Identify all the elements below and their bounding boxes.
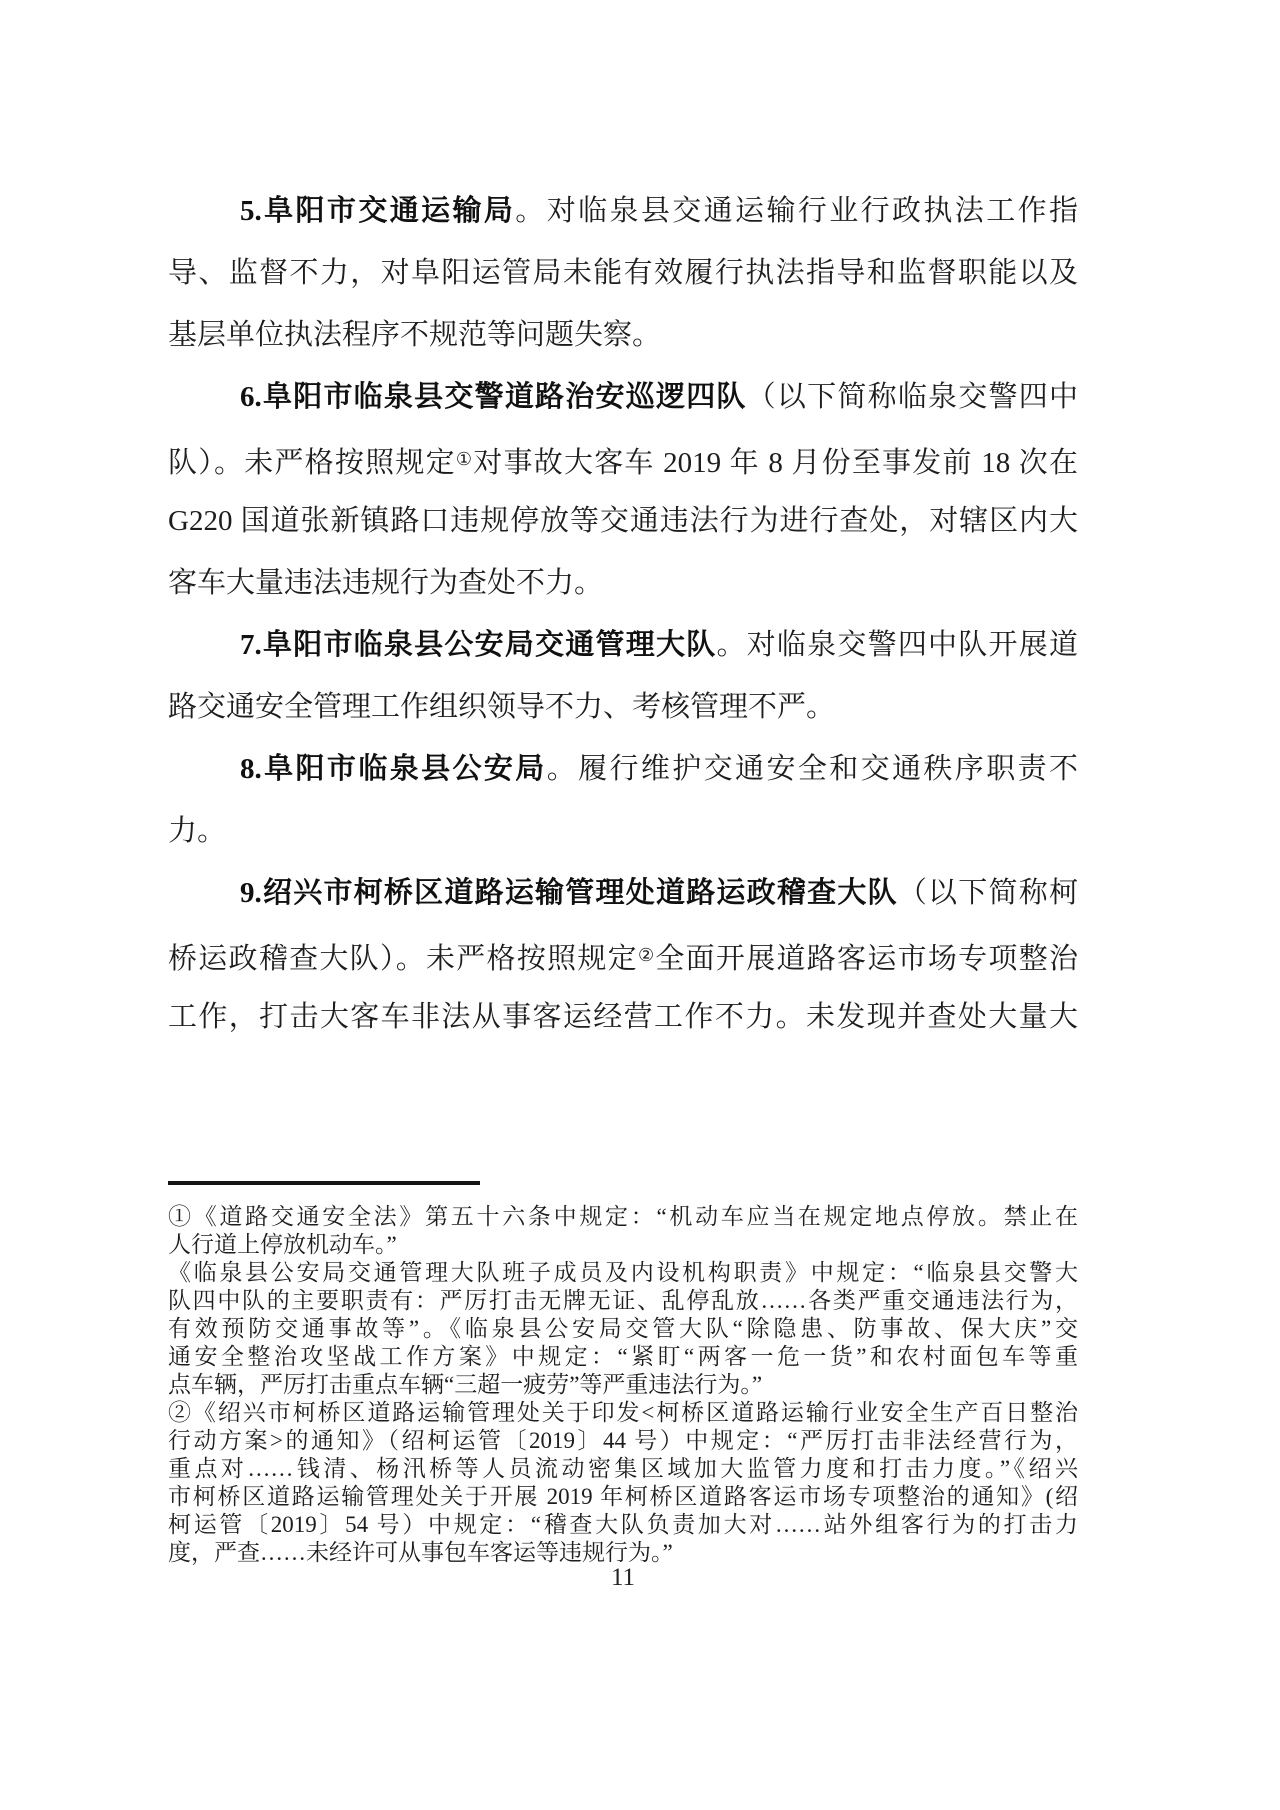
line-text: （以下简称柯 (897, 877, 1078, 909)
org-name-bold: 7.阜阳市临泉县公安局交通管理大队 (240, 629, 717, 661)
footnote-line-7: 点车辆，严厉打击重点车辆“三超一疲劳”等严重违法行为。” (168, 1372, 763, 1397)
line-text: 导、监督不力，对阜阳运管局未能有效履行执法指导和监督职能以及 (168, 257, 1078, 289)
page-number: 11 (610, 1564, 636, 1591)
body-line-2 (168, 242, 1078, 304)
footnote-ref-1: ① (455, 449, 474, 469)
line-text: 桥运政稽查大队）。未严格按照规定 (168, 943, 638, 975)
body-line-7 (168, 552, 1078, 614)
footnote-ref-2: ② (637, 945, 656, 965)
body-line-14 (168, 986, 1078, 1048)
footnote-line-8: ②《绍兴市柯桥区道路运输管理处关于印发<柯桥区道路运输行业安全生产百日整治 (168, 1400, 1078, 1425)
footnote-separator (168, 1181, 480, 1185)
line-text: 。对临泉交警四中队开展道 (716, 629, 1078, 661)
footnote-line-11: 市柯桥区道路运输管理处关于开展 2019 年柯桥区道路客运市场专项整治的通知》(绍 (168, 1484, 1078, 1509)
footnote-line-1: ①《道路交通安全法》第五十六条中规定：“机动车应当在规定地点停放。禁止在 (168, 1204, 1078, 1229)
footnote-line-4: 队四中队的主要职责有：严厉打击无牌无证、乱停乱放……各类严重交通违法行为， (168, 1288, 1078, 1313)
footnote-line-3: 《临泉县公安局交通管理大队班子成员及内设机构职责》中规定：“临泉县交警大 (168, 1260, 1078, 1285)
line-text: 全面开展道路客运市场专项整治 (655, 943, 1078, 975)
line-text: 客车大量违法违规行为查处不力。 (168, 567, 604, 599)
line-text: G220 国道张新镇路口违规停放等交通违法行为进行查处，对辖区内大 (168, 505, 1078, 537)
line-text: 对事故大客车 2019 年 8 月份至事发前 18 次在 (473, 447, 1078, 479)
body-line-1 (168, 180, 1078, 242)
body-line-8 (168, 614, 1078, 676)
org-name-bold: 5.阜阳市交通运输局 (240, 195, 516, 227)
footnote-line-10: 重点对……钱清、杨汛桥等人员流动密集区域加大监管力度和打击力度。”《绍兴 (168, 1456, 1078, 1481)
body-line-12 (168, 862, 1078, 924)
footnote-line-6: 通安全整治攻坚战工作方案》中规定：“紧盯“两客一危一货”和农村面包车等重 (168, 1344, 1078, 1369)
line-text: 。履行维护交通安全和交通秩序职责不 (546, 753, 1078, 785)
footnote-line-5: 有效预防交通事故等”。《临泉县公安局交管大队“除隐患、防事故、保大庆”交 (168, 1316, 1078, 1341)
org-name-bold: 6.阜阳市临泉县交警道路治安巡逻四队 (240, 381, 747, 413)
body-line-3 (168, 304, 1078, 366)
footnote-line-13: 度，严查……未经许可从事包车客运等违规行为。” (168, 1540, 673, 1565)
footnote-line-12: 柯运管〔2019〕54 号）中规定：“稽查大队负责加大对……站外组客行为的打击力 (168, 1512, 1078, 1537)
document-body (168, 180, 1078, 1048)
footnote-line-2: 人行道上停放机动车。” (168, 1232, 397, 1257)
body-line-13 (168, 924, 1078, 986)
line-text: 工作，打击大客车非法从事客运经营工作不力。未发现并查处大量大 (168, 1001, 1078, 1033)
body-line-5 (168, 428, 1078, 490)
line-text: 队）。未严格按照规定 (168, 447, 456, 479)
body-line-6 (168, 490, 1078, 552)
body-line-4 (168, 366, 1078, 428)
line-text: 路交通安全管理工作组织领导不力、考核管理不严。 (168, 691, 836, 723)
line-text: 力。 (168, 815, 227, 847)
line-text: 。对临泉县交通运输行业行政执法工作指 (515, 195, 1078, 227)
org-name-bold: 8.阜阳市临泉县公安局 (240, 753, 547, 785)
org-name-bold: 9.绍兴市柯桥区道路运输管理处道路运政稽查大队 (240, 877, 898, 909)
line-text: （以下简称临泉交警四中 (746, 381, 1078, 413)
footnote-line-9: 行动方案>的通知》（绍柯运管〔2019〕44 号）中规定：“严厉打击非法经营行为， (168, 1428, 1078, 1453)
body-line-10 (168, 738, 1078, 800)
body-line-9 (168, 676, 1078, 738)
body-line-11 (168, 800, 1078, 862)
footnotes (168, 1203, 1078, 1567)
line-text: 基层单位执法程序不规范等问题失察。 (168, 319, 662, 351)
